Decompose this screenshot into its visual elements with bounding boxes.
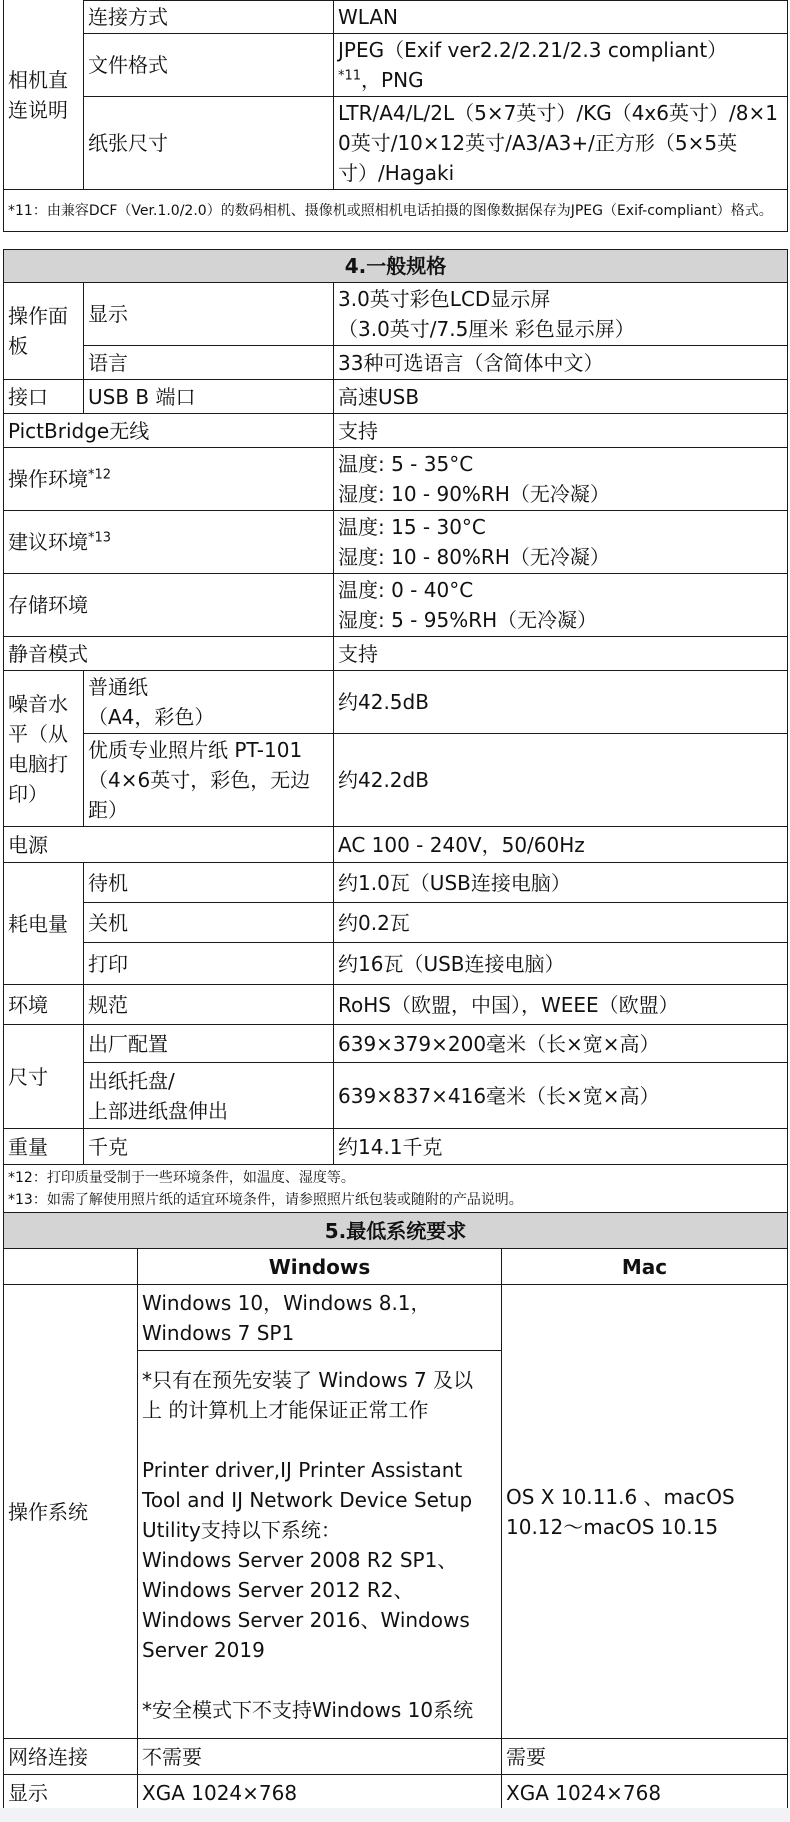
rec-env-label-cell [4, 511, 334, 574]
noise-plain-line2: （A4，彩色） [88, 705, 215, 729]
footnote-11-ref: *11 [338, 68, 362, 84]
display-req-label: 显示 [4, 1775, 138, 1811]
install-note-line1: *只有在预先安装了 Windows 7 及以 [142, 1367, 474, 1392]
section4-footnotes [4, 1165, 788, 1214]
storage-env-humid: 湿度: 5 - 95%RH（无冷凝） [338, 608, 598, 632]
display-value [334, 283, 788, 346]
camera-direct-table [3, 0, 788, 232]
display-value-line2: （3.0英寸/7.5厘米 彩色显示屏） [338, 317, 635, 341]
extended-config-label [84, 1063, 334, 1129]
driver-line2: Tool and IJ Network Device Setup [142, 1487, 473, 1512]
paper-size-value: LTR/A4/L/2L（5×7英寸）/KG（4x6英寸）/8×10英寸/10×12英寸/A3/A3+/正方形（5×5英寸）/Hagaki [334, 97, 788, 190]
file-format-value-cell [334, 34, 788, 97]
section5-title: 5.最低系统要求 [4, 1213, 788, 1249]
quiet-mode-label: 静音模式 [4, 637, 334, 671]
install-note-line2: 上 的计算机上才能保证正常工作 [142, 1397, 429, 1422]
driver-line1: Printer driver,IJ Printer Assistant [142, 1457, 463, 1482]
footnote-13: *13：如需了解使用照片纸的适宜环境条件，请参照照片纸包装或随附的产品说明。 [8, 1192, 523, 1208]
rec-env-label: 建议环境 [8, 530, 88, 554]
factory-config-value: 639×379×200毫米（长×宽×高） [334, 1025, 788, 1063]
rec-env-temp: 温度: 15 - 30°C [338, 515, 486, 539]
mac-column-header: Mac [502, 1249, 788, 1285]
footnote-13-ref: *13 [88, 530, 112, 546]
off-value: 约0.2瓦 [334, 903, 788, 943]
footnote-12-ref: *12 [88, 467, 112, 483]
noise-plain-value: 约42.5dB [334, 671, 788, 734]
weight-sub: 千克 [84, 1129, 334, 1165]
standby-label: 待机 [84, 863, 334, 903]
rec-env-humid: 湿度: 10 - 80%RH（无冷凝） [338, 545, 610, 569]
server-line4: Server 2019 [142, 1637, 265, 1662]
corner-cell [4, 1249, 138, 1285]
pictbridge-label: PictBridge无线 [4, 414, 334, 448]
noise-photo-label: 优质专业照片纸 PT-101（4×6英寸，彩色，无边距） [84, 734, 334, 827]
camera-direct-group-label: 相机直连说明 [4, 0, 84, 190]
footnote-11: *11：由兼容DCF（Ver.1.0/2.0）的数码相机、摄像机或照相机电话拍摄的图像数据保存为JPEG（Exif-compliant）格式。 [4, 190, 788, 232]
windows-column-header: Windows [138, 1249, 502, 1285]
environment-value: RoHS（欧盟，中国），WEEE（欧盟） [334, 985, 788, 1025]
noise-label: 噪音水平（从电脑打印） [4, 671, 84, 827]
server-line1: Windows Server 2008 R2 SP1、 [142, 1547, 458, 1572]
op-env-label-cell [4, 448, 334, 511]
file-format-value2: ，PNG [361, 68, 424, 92]
display-req-mac: XGA 1024×768 [502, 1775, 788, 1811]
printing-label: 打印 [84, 943, 334, 985]
language-label: 语言 [84, 346, 334, 380]
interface-label: 接口 [4, 380, 84, 414]
power-value: AC 100 - 240V，50/60Hz [334, 827, 788, 863]
standby-value: 约1.0瓦（USB连接电脑） [334, 863, 788, 903]
storage-env-value [334, 574, 788, 637]
mac-versions [502, 1285, 788, 1739]
windows-notes [138, 1351, 502, 1739]
network-windows: 不需要 [138, 1739, 502, 1775]
dimensions-label: 尺寸 [4, 1025, 84, 1129]
op-env-humid: 湿度: 10 - 90%RH（无冷凝） [338, 482, 610, 506]
display-label: 显示 [84, 283, 334, 346]
panel-label: 操作面板 [4, 283, 84, 380]
driver-line3: Utility支持以下系统： [142, 1517, 341, 1542]
file-format-value: JPEG（Exif ver2.2/2.21/2.3 compliant） [338, 38, 728, 62]
general-spec-table [3, 249, 788, 1214]
weight-value: 约14.1千克 [334, 1129, 788, 1165]
factory-config-label: 出厂配置 [84, 1025, 334, 1063]
connection-label: 连接方式 [84, 1, 334, 34]
storage-env-temp: 温度: 0 - 40°C [338, 578, 474, 602]
interface-value: 高速USB [334, 380, 788, 414]
op-env-label: 操作环境 [8, 467, 88, 491]
environment-sub: 规范 [84, 985, 334, 1025]
op-env-value [334, 448, 788, 511]
mac-versions-line1: OS X 10.11.6 、macOS [506, 1484, 735, 1509]
extended-config-value: 639×837×416毫米（长×宽×高） [334, 1063, 788, 1129]
environment-label: 环境 [4, 985, 84, 1025]
noise-plain-line1: 普通纸 [88, 675, 148, 699]
rec-env-value [334, 511, 788, 574]
display-value-line1: 3.0英寸彩色LCD显示屏 [338, 287, 551, 311]
language-value: 33种可选语言（含简体中文） [334, 346, 788, 380]
connection-value: WLAN [334, 1, 788, 34]
printing-value: 约16瓦（USB连接电脑） [334, 943, 788, 985]
os-label: 操作系统 [4, 1285, 138, 1739]
mac-versions-line2: 10.12～macOS 10.15 [506, 1514, 719, 1539]
system-requirements-table [3, 1212, 788, 1811]
extended-config-line1: 出纸托盘/ [88, 1068, 175, 1093]
windows-versions-line2: Windows 7 SP1 [142, 1320, 295, 1345]
display-req-windows: XGA 1024×768 [138, 1775, 502, 1811]
file-format-label: 文件格式 [84, 34, 334, 97]
paper-size-label: 纸张尺寸 [84, 97, 334, 190]
network-mac: 需要 [502, 1739, 788, 1775]
consumption-label: 耗电量 [4, 863, 84, 985]
network-label: 网络连接 [4, 1739, 138, 1775]
safe-mode-note: *安全模式下不支持Windows 10系统 [142, 1697, 474, 1722]
noise-photo-value: 约42.2dB [334, 734, 788, 827]
op-env-temp: 温度: 5 - 35°C [338, 452, 474, 476]
pictbridge-value: 支持 [334, 414, 788, 448]
server-line2: Windows Server 2012 R2、 [142, 1577, 414, 1602]
quiet-mode-value: 支持 [334, 637, 788, 671]
noise-plain-label [84, 671, 334, 734]
power-label: 电源 [4, 827, 334, 863]
weight-label: 重量 [4, 1129, 84, 1165]
extended-config-line2: 上部进纸盘伸出 [88, 1098, 228, 1123]
bottom-strip [0, 1808, 790, 1822]
section4-title: 4.一般规格 [4, 250, 788, 283]
footnote-12: *12：打印质量受制于一些环境条件，如温度、湿度等。 [8, 1170, 355, 1186]
server-line3: Windows Server 2016、Windows [142, 1607, 470, 1632]
storage-env-label: 存储环境 [4, 574, 334, 637]
off-label: 关机 [84, 903, 334, 943]
windows-versions [138, 1285, 502, 1351]
windows-versions-line1: Windows 10，Windows 8.1， [142, 1290, 431, 1315]
interface-sub: USB B 端口 [84, 380, 334, 414]
